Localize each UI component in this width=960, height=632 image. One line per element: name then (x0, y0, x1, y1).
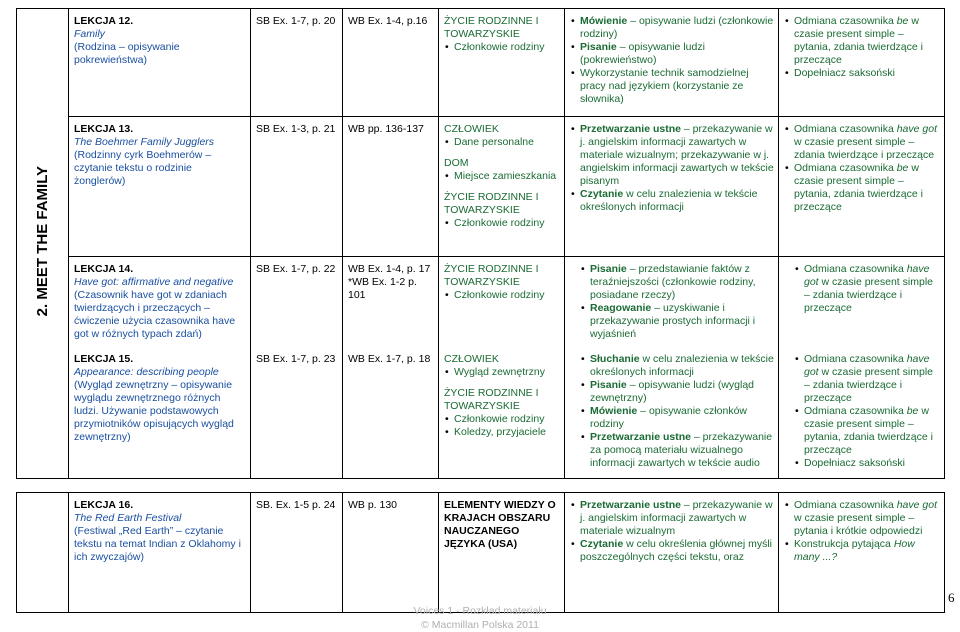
skill-text: – opisywanie ludzi (pokrewieństwo) (580, 41, 705, 66)
lesson-title: LEKCJA 12. (74, 15, 134, 27)
skill-item (590, 302, 774, 341)
vocab-heading: CZŁOWIEK (444, 123, 499, 135)
vocab-heading: DOM (444, 157, 469, 169)
lesson-title: LEKCJA 15. (74, 353, 134, 365)
wb-cell: WB Ex. 1-4, p.16 (343, 9, 439, 117)
sb-cell: SB. Ex. 1-5 p. 24 (251, 493, 343, 613)
grammar-item (794, 499, 940, 538)
cell-inner (784, 263, 940, 471)
vocab-block (444, 499, 560, 551)
grammar-term: have got (896, 499, 938, 511)
skill-item (590, 431, 774, 470)
wb-exercises: WB Ex. 1-7, p. 18 (348, 353, 431, 365)
lesson-info (74, 123, 246, 188)
skills-cell (565, 117, 779, 257)
grammar-text: w czasie present simple – pytania, zdania twierdzące i przeczące (794, 162, 923, 213)
vocab-block (444, 15, 560, 54)
cell-inner (348, 263, 434, 471)
vocab-cell (439, 493, 565, 613)
sb-exercises: SB Ex. 1-7, p. 22 (256, 263, 336, 275)
grammar-item (804, 263, 940, 315)
vocab-item: • Dane personalne (454, 136, 560, 149)
vocab-cell (439, 117, 565, 257)
grammar-text: Konstrukcja pytająca (794, 538, 894, 550)
skill-name: Słuchanie (590, 353, 640, 365)
grammar-text: w czasie present simple – pytania i krótkie odpowiedzi (794, 512, 923, 537)
lesson-cell (69, 9, 251, 117)
skill-item (590, 379, 774, 405)
grammar-text: Odmiana czasownika (804, 353, 907, 365)
lesson-description: (Rodzinny cyrk Boehmerów – czytanie tekstu o rodzinie żonglerów) (74, 149, 212, 187)
wb-exercises: WB Ex. 1-4, p. 17 *WB Ex. 1-2 p. 101 (348, 263, 431, 301)
grammar-text: Odmiana czasownika (794, 123, 897, 135)
grammar-list (794, 353, 940, 470)
skill-name: Reagowanie (590, 302, 652, 314)
vocab-heading: ŻYCIE RODZINNE I TOWARZYSKIE (444, 387, 539, 412)
wb-cell: WB pp. 136-137 (343, 117, 439, 257)
lesson-info (74, 499, 246, 564)
lesson-plan-table (16, 8, 945, 613)
skill-name: Przetwarzanie ustne (580, 123, 681, 135)
lesson-description: (Wygląd zewnętrzny – opisywanie wyglądu zewnętrznego różnych ludzi. Używanie podstawowych przymiotników opisujących wygląd zewnętrzny) (74, 379, 234, 443)
wb-cell (343, 257, 439, 479)
page-number: 6 (948, 590, 955, 605)
vocab-group (444, 353, 560, 439)
grammar-text: Odmiana czasownika (794, 499, 897, 511)
grammar-term: be (906, 405, 919, 417)
vocab-item: • Członkowie rodziny (454, 41, 560, 54)
lesson-description: (Rodzina – opisywanie pokrewieństwa) (74, 41, 180, 66)
vocab-list (444, 217, 560, 230)
skill-item (580, 67, 774, 106)
vocab-group (444, 263, 560, 302)
vocab-list (444, 41, 560, 54)
grammar-list (784, 499, 940, 564)
skill-item (580, 188, 774, 214)
grammar-cell (779, 493, 945, 613)
grammar-list (784, 15, 940, 80)
skills-cell (565, 493, 779, 613)
grammar-item (794, 123, 940, 162)
vocab-list (444, 413, 560, 439)
skill-item (580, 499, 774, 538)
skill-name: Mówienie (580, 15, 628, 27)
skill-text: – opisywanie ludzi (członkowie rodziny) (580, 15, 774, 40)
row-gap (17, 479, 945, 493)
skill-name: Pisanie (590, 379, 627, 391)
grammar-text: Odmiana czasownika (794, 162, 897, 174)
vocab-block (444, 387, 560, 439)
skill-text: – opisywanie ludzi (wygląd zewnętrzny) (590, 379, 755, 404)
skill-text: w celu znalezienia w tekście określonych informacji (590, 353, 774, 378)
lesson-info (74, 263, 246, 341)
skill-item (580, 15, 774, 41)
vocab-list (444, 366, 560, 379)
lesson-subtitle: Family (74, 28, 105, 40)
lesson-title: LEKCJA 16. (74, 499, 134, 511)
skill-name: Czytanie (580, 188, 624, 200)
grammar-text: w czasie present simple – pytania, zdania twierdzące i przeczące (804, 405, 933, 456)
vocab-block (444, 191, 560, 230)
lesson-subtitle: The Boehmer Family Jugglers (74, 136, 215, 148)
lesson-description: (Festiwal „Red Earth” – czytanie tekstu na temat Indian z Oklahomy i ich zwyczajów) (74, 525, 241, 563)
skill-text: – przekazywanie w j. angielskim informacji zawartych w materiale wizualnym (580, 499, 773, 537)
skill-name: Pisanie (580, 41, 617, 53)
table-row (17, 257, 945, 479)
skill-text: Wykorzystanie technik samodzielnej pracy nad językiem (korzystanie ze słownika) (580, 67, 749, 105)
vocab-item: • Członkowie rodziny (454, 217, 560, 230)
vocab-cell (439, 257, 565, 479)
vocab-group (444, 123, 560, 230)
grammar-cell (779, 257, 945, 479)
cell-inner (256, 263, 338, 471)
grammar-term: have got (804, 353, 930, 378)
skill-name: Przetwarzanie ustne (590, 431, 691, 443)
vocab-group (444, 15, 560, 54)
gap-cell (17, 479, 945, 493)
footer-copyright: © Macmillan Polska 2011 (421, 619, 539, 631)
skills-list (570, 499, 774, 564)
sb-cell: SB Ex. 1-7, p. 20 (251, 9, 343, 117)
skill-text: – przedstawianie faktów z teraźniejszości (członkowie rodziny, posiadane rzeczy) (590, 263, 756, 301)
grammar-text: Dopełniacz saksoński (794, 67, 895, 79)
vocab-heading: CZŁOWIEK (444, 353, 499, 365)
skill-name: Mówienie (590, 405, 638, 417)
vocab-item: • Członkowie rodziny (454, 413, 560, 426)
grammar-term: have got (896, 123, 938, 135)
grammar-list (794, 263, 940, 315)
skill-item (580, 123, 774, 188)
grammar-text: w czasie present simple – zdania twierdzące i przeczące (804, 276, 933, 314)
sb-cell: SB Ex. 1-3, p. 21 (251, 117, 343, 257)
lesson-title: LEKCJA 13. (74, 123, 134, 135)
skill-item (580, 41, 774, 67)
grammar-item (794, 538, 940, 564)
wb-cell: WB p. 130 (343, 493, 439, 613)
skill-item (580, 538, 774, 564)
skill-text: w celu określenia głównej myśli poszczególnych części tekstu, oraz (580, 538, 772, 563)
skill-name: Przetwarzanie ustne (580, 499, 681, 511)
skill-item (590, 405, 774, 431)
vocab-block (444, 353, 560, 379)
lesson-info (74, 15, 246, 67)
lesson-description: (Czasownik have got w zdaniach twierdzących i przeczących – ćwiczenie użycia czasownika have got w różnych typach zdań) (74, 289, 236, 340)
lesson-subtitle: The Red Earth Festival (74, 512, 182, 524)
footer-title: Voices 1 - Rozkład materiału (413, 605, 547, 617)
lesson-title: LEKCJA 14. (74, 263, 134, 275)
skills-list (580, 353, 774, 470)
skills-cell (565, 257, 779, 479)
grammar-text: w czasie present simple – pytania, zdania twierdzące i przeczące (794, 15, 923, 66)
grammar-item (804, 353, 940, 405)
vocab-block (444, 123, 560, 149)
vocab-item: • Koledzy, przyjaciele (454, 426, 560, 439)
lesson-subtitle: Have got: affirmative and negative (74, 276, 234, 288)
table-row (17, 117, 945, 257)
grammar-list (784, 123, 940, 214)
skills-list (570, 15, 774, 106)
grammar-text: Dopełniacz saksoński (804, 457, 905, 469)
grammar-item (804, 457, 940, 470)
section-label-cell (17, 9, 69, 479)
skills-cell (565, 9, 779, 117)
section-label: 2. MEET THE FAMILY (34, 166, 51, 317)
grammar-text: Odmiana czasownika (804, 263, 907, 275)
skill-name: Pisanie (590, 263, 627, 275)
grammar-term: How many ...? (794, 538, 915, 563)
grammar-item (794, 15, 940, 67)
grammar-text: Odmiana czasownika (804, 405, 907, 417)
skills-list (580, 263, 774, 341)
grammar-item (804, 405, 940, 457)
vocab-cell (439, 9, 565, 117)
table-row (17, 493, 945, 613)
vocab-item: • Wygląd zewnętrzny (454, 366, 560, 379)
skill-text: – przekazywanie za pomocą materiału wizualnego informacji zawartych w tekście audio (590, 431, 773, 469)
grammar-cell (779, 117, 945, 257)
grammar-term: be (896, 162, 909, 174)
vocab-list (444, 136, 560, 149)
vocab-block (444, 263, 560, 302)
vocab-list (444, 289, 560, 302)
vocab-group (444, 499, 560, 551)
grammar-item (794, 162, 940, 214)
vocab-item: • Miejsce zamieszkania (454, 170, 560, 183)
skill-item (590, 263, 774, 302)
vocab-heading: ŻYCIE RODZINNE I TOWARZYSKIE (444, 15, 539, 40)
skills-list (570, 123, 774, 214)
grammar-text: w czasie present simple – zdania twierdzące i przeczące (804, 366, 933, 404)
vocab-item: • Członkowie rodziny (454, 289, 560, 302)
skill-item (590, 353, 774, 379)
grammar-term: be (896, 15, 909, 27)
vocab-block (444, 157, 560, 183)
vocab-heading: ŻYCIE RODZINNE I TOWARZYSKIE (444, 263, 539, 288)
vocab-list (444, 170, 560, 183)
cell-inner (444, 263, 560, 471)
grammar-text: w czasie present simple – zdania twierdzące i przeczące (794, 136, 935, 161)
lesson-info (74, 353, 246, 444)
skill-text: – opisywanie członków rodziny (590, 405, 747, 430)
sb-cell (251, 257, 343, 479)
skill-text: – uzyskiwanie i przekazywanie prostych informacji i wyjaśnień (590, 302, 756, 340)
lesson-cell (69, 257, 251, 479)
lesson-cell (69, 493, 251, 613)
skill-text: w celu znalezienia w tekście określonych informacji (580, 188, 758, 213)
vocab-heading: ELEMENTY WIEDZY O KRAJACH OBSZARU NAUCZANEGO JĘZYKA (USA) (444, 499, 556, 550)
sb-exercises: SB Ex. 1-7, p. 23 (256, 353, 336, 365)
grammar-cell (779, 9, 945, 117)
table-row (17, 9, 945, 117)
footer (380, 604, 580, 632)
skill-text: – przekazywanie w j. angielskim informacji zawartych w materiale wizualnym; przekazywanie w j. angielskim informacji zawartych w tekście pisanym (580, 123, 774, 187)
grammar-term: have got (804, 263, 930, 288)
section-blank-cell (17, 493, 69, 613)
lesson-cell (69, 117, 251, 257)
grammar-text: Odmiana czasownika (794, 15, 897, 27)
vocab-heading: ŻYCIE RODZINNE I TOWARZYSKIE (444, 191, 539, 216)
grammar-item (794, 67, 940, 80)
lesson-subtitle: Appearance: describing people (74, 366, 219, 378)
cell-inner (570, 263, 774, 471)
skill-name: Czytanie (580, 538, 624, 550)
